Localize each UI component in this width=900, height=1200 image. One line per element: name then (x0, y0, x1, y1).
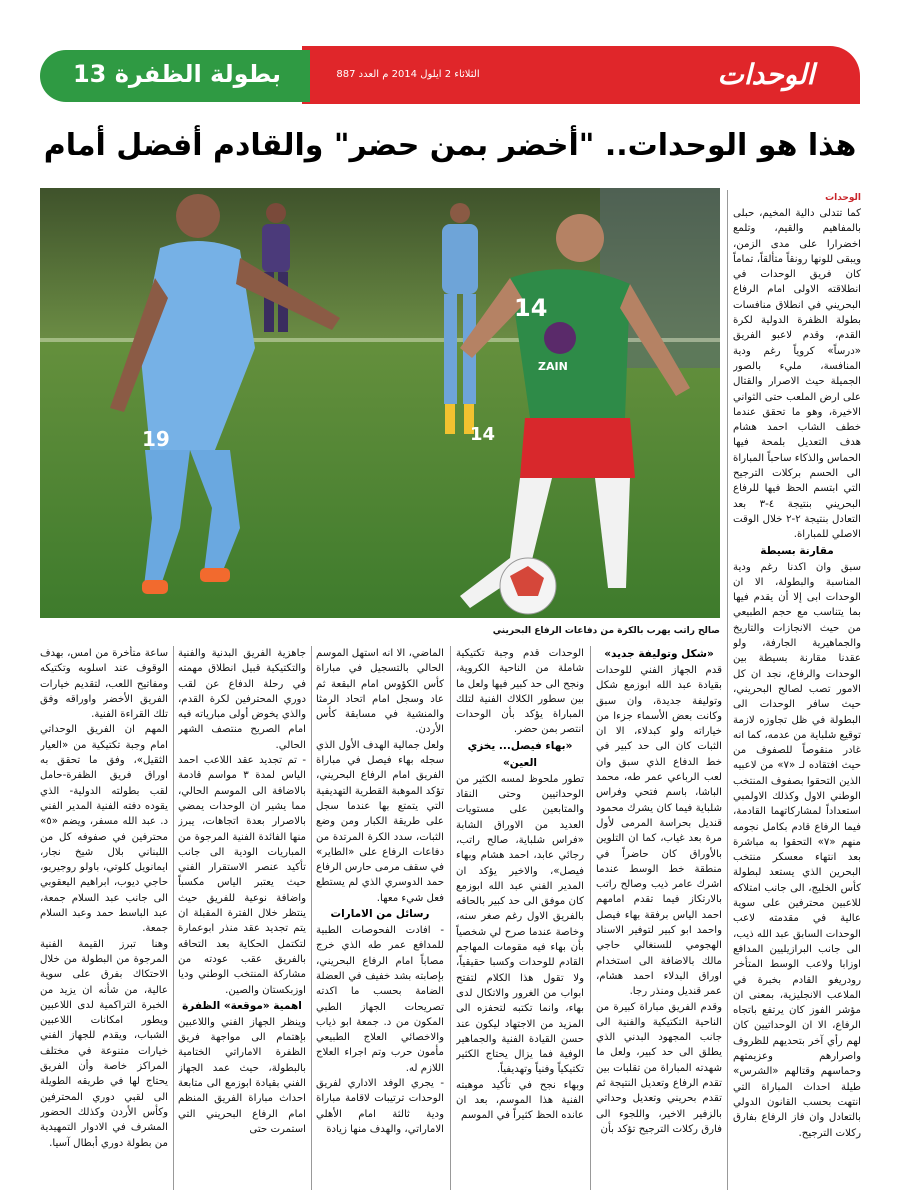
article-column-5 (178, 646, 306, 1190)
section-brand: الوحدات (717, 58, 815, 91)
match-photo-illustration (40, 188, 720, 618)
blue-jersey-number: 19 (142, 427, 170, 451)
article-paragraph: - افادت الفحوصات الطبية للمدافع عمر طه الذي خرج مصاباً امام الرفاع البحريني، بإصابته بشد خفيف في العضلة الضامة بحسب ما اكدته تصريحات الجهاز الطبي المكون من د. جمعة ابو ذياب والاخصائي العلاج الطبيعي مأمون حرب وتم اجراء العلاج اللازم له. (316, 925, 444, 1074)
article-paragraph: تطور ملحوظ لمسه الكثير من الوحداتيين وحتى النقاد والمتابعين على مستويات العديد من الاوراق الشابة «فراس شلباية، صالح راتب، رجائي عابد، احمد هشام وبهاء فيصل»، والاخير يؤكد ان المدير الفني عبد الله ابوزمع كان موفق الى حد كبير بالحاقه بالفريق الاول رغم صغر سنه، وخاصة عندما صرح لي شخصياً بأن بهاء فيه مقومات المهاجم القادم للوحدات وكسبا حقيقياً، ولا تقول هذا الكلام لتفتح ابواب من الغرور والاتكال لدى بهاء، وانما تكتبه لتحفزه الى المزيد من الاجتهاد ليكون عند حسن القيادة الفنية والجماهير الوفية فما يزال يحتاج الكثير تكتيكياً وفنياً وتهديفياً. (456, 773, 584, 1076)
article-subhead: مقارنة بسيطة (760, 544, 834, 557)
column-rule (311, 646, 312, 1190)
article-paragraph: الماضي، الا انه استهل الموسم الحالي بالتسجيل في مباراة كأس الكؤوس امام البقعة ثم عاد وسجل امام اتحاد الرمثا والمنشية في مسابقة كأس الأردن. (316, 648, 444, 736)
article-column-1 (733, 190, 861, 1190)
issue-date: الثلاثاء 2 ايلول 2014 م العدد 887 (336, 69, 480, 80)
photo-caption: صالح راتب يهرب بالكرة من دفاعات الرفاع البحريني (492, 626, 720, 636)
column-rule (450, 646, 451, 1190)
article-column-4 (316, 646, 444, 1190)
article-paragraph: ساعة متأخرة من امس، بهدف الوقوف عند اسلوبه وتكتيكه ومفاتيح اللعب، لتقديم خيارات الفريق الأخضر واوراقه وفق تلك القراءة الفنية. (40, 648, 168, 721)
article-paragraph: وبهاء نجح في تأكيد موهبته الفنية هذا الموسم، بعد ان عانده الحظ كثيراً في الموسم (456, 1079, 584, 1122)
article-column-3 (456, 646, 584, 1190)
column-rule (173, 646, 174, 1190)
article-paragraph: سبق وان اكدنا رغم ودية المناسبة والبطولة، الا ان الوحدات ابى إلا أن يقدم فيها بما يتناسب مع حجم الطبيعي من حيث الانجازات والتاريخ والجماهيرية الجارفة، ولو عقدنا مقارنة بسيطة بين الوحدات والرفاع، نجد ان كل الامور تصب لصالح البحريني، حيث سافر الوحدات الى البطولة في ظل تجاوزه لازمة توقيع شلباية من عدمه، كما انه غادر منقوصاً للصفوف من حيث افتقاده لـ «٧» من لاعبيه الذين التحقوا بصفوف المنتخب الوطني الاول وكذلك الاولمبي استعداداً لمشاركاتهما القادمة، فيما الرفاع قادم بكامل نجومه منهم «٧» التحقوا به مباشرة بعد انتهاء معسكر منتخب البحرين الذي يستعد لبطولة كأس الخليج، الى جانب امتلاكه للاعبين محترفين على سوية عالية في مقدمته لاعب الوحدات السابق عبد الله ذيب، الى جانب البرازيليين المدافع اوزابا ولاعب الوسط المتأخر رودريغو القادم بخبرة في الملاعب الانجليزية، بمعنى ان مؤشر الفوز كان يرتفع باتجاه الرفاع، الا ان الوحداتيين كان لهم رأي آخر بتحديهم للظروف واصرارهم وعزيمتهم وحماسهم وقتالهم «الشرس» طيلة احداث المباراة التي انتهت بحسب القانون الدولي بالتعادل وان فاز الرفاع بفارق ركلات الترجيح. (733, 561, 861, 1139)
article-subhead: اهمية «موقعة» الظفرة (182, 999, 302, 1012)
match-photo (40, 188, 720, 618)
column-rule (590, 646, 591, 1190)
sponsor-logo: ZAIN (538, 360, 568, 373)
article-paragraph: - يجري الوفد الاداري لفريق الوحدات ترتيبات لاقامة مباراة ودية ثالثة امام الأهلي الاماراتي، والهدف منها زيادة (316, 1078, 444, 1135)
article-paragraph: الوحدات قدم وجبة تكتيكية شاملة من الناحية الكروية، ونجح الى حد كبير فيها ولعل ما بين سطور الكلاك الفنية لتلك المباراة يؤكد بأن الوحدات انتصر بمن حضر. (456, 648, 584, 736)
green-jersey-number: 14 (514, 294, 548, 322)
competition-title: بطولة الظفرة 13 (72, 60, 282, 88)
article-column-6 (40, 646, 168, 1190)
article-paragraph: قدم الجهاز الفني للوحدات بقيادة عبد الله ابوزمع شكل وتوليفة جديدة، وان سبق وكانت بعض الأسماء جزءا من خياراته ولو كبدلاء، الا ان الثبات كان الى حد كبير في خط الدفاع الذي سبق وان لعب الرباعي عمر طه، محمد الباشا، باسم فتحي وفراس شلباية فيما كان يشرك محمود قنديل بحراسة المرمى لأول مرة بعد غياب، كما ان التلوين بالأوراق كان حاضراً في منطقة خط الوسط عندما اشرك عامر ذيب وصالح راتب بالارتكاز فيما تقدم امامهم احمد الياس برفقة بهاء فيصل واحمد ابو كبير لتوفير الاسناد الهجومي للسنغالي حاجي مالك بالاضافة الى استخدام اوراق البدلاء احمد هشام، عمر قنديل ومنذر رجا. (596, 665, 722, 998)
article-paragraph: وقدم الفريق مباراة كبيرة من الناحية التكتيكية والفنية الى جانب المجهود البدني الذي يطلق الى حد كبير، ولعل ما شهدته المباراة من تقلبات بين تقدم الرفاع وتعديل النتيجة ثم تقدم بحريني وتعديل وحداتي بالزفير الاخير، واللجوء الى فارق ركلات الترجيح تؤكد بأن (596, 1001, 722, 1135)
article-paragraph: جاهزية الفريق البدنية والفنية والتكتيكية قبيل انطلاق مهمته في رحلة الدفاع عن لقب دوري المحترفين لكرة القدم، والذي يخوض أولى مبارياته فيه امام الصريح منتصف الشهر الحالي. (178, 648, 306, 751)
article-subhead: «شكل وتوليفة جديد» (604, 648, 714, 660)
article-paragraph: وينظر الجهاز الفني واللاعبين بإهتمام الى مواجهة فريق الظفرة الاماراتي الختامية بالبطولة، حيث عمد الجهاز الفني بقيادة ابوزمع الى متابعة احداث مباراة الفريق المنظم امام الرفاع البحريني التي استمرت حتى (178, 1016, 306, 1135)
shorts-number: 14 (470, 424, 496, 445)
page-header (40, 46, 860, 104)
column-rule (727, 190, 728, 1190)
article-subhead: رسائل من الامارات (330, 908, 430, 921)
page-headline: هذا هو الوحدات.. "أخضر بمن حضر" والقادم أفضل أمام (43, 128, 857, 163)
article-column-2 (596, 646, 722, 1190)
article-paragraph: وهنا تبرز القيمة الفنية المرجوة من البطولة من خلال الاحتكاك بفرق على سوية عالية، من شأنه ان يزيد من الخبرة التراكمية لدى اللاعبين ويطور امكانات اللاعبين الشباب، ويقدم للجهاز الفني خيارات متنوعة في مختلف المراكز خاصة وأن الفريق يحتاج لها في طريقه الطويلة الى لقبي دوري المحترفين وكأس الأردن وكذلك الحضور المشرف في الادوار التمهيدية من بطولة دوري أبطال آسيا. (40, 938, 168, 1149)
article-paragraph: ولعل جمالية الهدف الأول الذي سجله بهاء فيصل في مباراة الفريق امام الرفاع البحريني، تؤكد الموهبة القطرية التهديفية التي يتمتع بها عندما سجل على طريقة الكبار ومن وضع الثبات، سدد الكرة المرتدة من دفاعات الرفاع على «الطاير» في سقف مرمى حارس الرفاع حمد الدوسري الذي لم يستطع فعل شيء معها. (316, 739, 444, 904)
article-kicker: الوحدات (825, 193, 861, 203)
football (500, 558, 556, 614)
article-paragraph: - تم تجديد عقد اللاعب احمد الياس لمدة ٣ مواسم قادمة بالاضافة الى الموسم الحالي، مما يشير ان الوحدات يمضي بالاصرار بعدة اتجاهات، يبرز منها الفائدة الفنية المرجوة من المباريات الودية الى جانب تأكيد عنصر الاستقرار الفني حيث يعتبر الياس مكسباً واضافة نوعية للفريق حيث ينتظر خلال الفترة المقبلة ان يتم تجديد عقد منذر ابوعمارة لتكتمل الحكاية بعد التحاقه بالفريق عقب عودته من مشاركة المنتخب الوطني وديا اوزبكستان والصين. (178, 755, 306, 996)
article-subhead: «بهاء فيصل... يخزي العين» (467, 739, 573, 769)
article-paragraph: كما تتدلى دالية المخيم، حبلى بالمفاهيم والقيم، وتلمع اخضرارا على مدى الزمن، ويبقى للونها رونقاً متألقاً، تماماً كان فريق الوحدات في انطلاقته الاولى امام الرفاع البحريني في انطلاق منافسات بطولة الظفرة الدولية لكرة القدم، وقدم لاعبو الفريق «درساً» كروياً رغم ودية المنافسة، مليء بالصور الجميلة حيث الاصرار والقتال على ارض الملعب حتى الثواني الاخيرة، وهو ما تحقق عندما خطف الشاب احمد هشام هدف التعديل بلمحة فيها الحماس والذكاء ساحباً المباراة الى الحسم بركلات الترجيح التي ابتسم الحظ فيها للرفاع البحريني بنتيجة ٤-٣ بعد التعادل بنتيجة ٢-٢ خلال الوقت الاصلي للمباراة. (733, 208, 861, 541)
article-paragraph: المهم ان الفريق الوحداتي امام وجبة تكتيكية من «العيار الثقيل»، وفق ما تحقق به اوراق فريق الظفرة-حامل لقب بطولته الدولية- الذي يقوده دفته الفنية المدير الفني د. عبد الله مسفر، ويضم «٥» محترفين في صفوفه كل من اللبناني بلال شيخ نجار، ايمانويل كلوتي، باولو روجيريو، حاجي ديوب، ابراهيم اليعقوبي الى جانب عبد السلام جمعة، عبد الباسط حمد وعبد السلام جمعة. (40, 724, 168, 935)
